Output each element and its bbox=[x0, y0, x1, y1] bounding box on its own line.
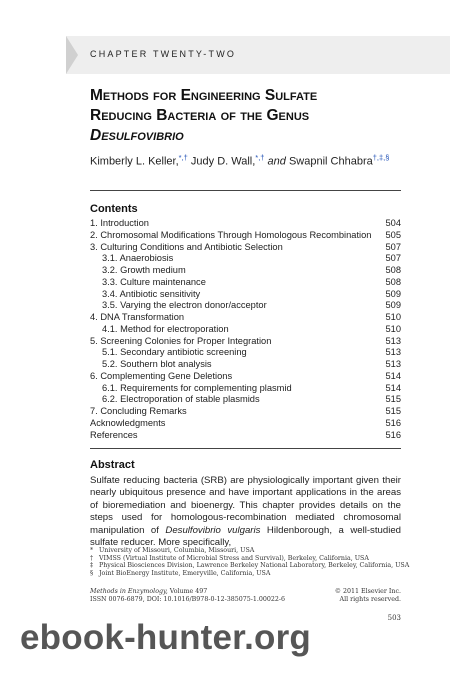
footnote-text: Joint BioEnergy Institute, Emeryville, California, USA bbox=[99, 569, 271, 577]
copyright-notice bbox=[320, 588, 401, 604]
issn-doi: ISSN 0076-6879, DOI: 10.1016/B978-0-12-385075-1.00022-6 bbox=[90, 595, 286, 603]
footnote-mark: ‡ bbox=[90, 562, 94, 570]
toc-entry[interactable] bbox=[90, 371, 401, 383]
toc-entry-title: 4.1. Method for electroporation bbox=[102, 323, 229, 334]
toc-entry-page: 508 bbox=[385, 276, 401, 287]
contents-heading: Contents bbox=[90, 203, 138, 215]
toc-entry-title: 3. Culturing Conditions and Antibiotic Selection bbox=[90, 241, 283, 252]
toc-entry-title: 3.1. Anaerobiosis bbox=[102, 253, 174, 264]
toc-entry-page: 514 bbox=[385, 382, 401, 393]
toc-entry-title: 6.2. Electroporation of stable plasmids bbox=[102, 394, 260, 405]
toc-entry[interactable] bbox=[90, 277, 401, 289]
toc-entry-title: 5.2. Southern blot analysis bbox=[102, 359, 212, 369]
toc-entry-page: 509 bbox=[385, 300, 401, 311]
toc-entry-title: 3.2. Growth medium bbox=[102, 265, 186, 275]
toc-entry[interactable] bbox=[90, 347, 401, 359]
toc-entry-title: References bbox=[90, 429, 138, 440]
toc-entry-page: 507 bbox=[385, 241, 401, 252]
footnote-text: VIMSS (Virtual Institute of Microbial Stress and Survival), Berkeley, California, USA bbox=[99, 554, 369, 562]
author-name: Swapnil Chhabra bbox=[288, 155, 373, 168]
toc-entry-page: 510 bbox=[385, 323, 401, 334]
toc-entry-page: 514 bbox=[385, 370, 401, 381]
toc-entry-page: 516 bbox=[385, 429, 401, 440]
toc-entry-title: 5.1. Secondary antibiotic screening bbox=[102, 347, 247, 358]
footnote-mark: † bbox=[90, 554, 94, 562]
footnote-text: University of Missouri, Columbia, Missouri, USA bbox=[99, 547, 255, 554]
watermark-logo: ebook-hunter.org bbox=[20, 618, 311, 657]
title-line-2: Reducing Bacteria of the Genus bbox=[90, 107, 310, 124]
footnote bbox=[90, 555, 410, 563]
footnote bbox=[90, 570, 410, 578]
toc-entry-title: 7. Concluding Remarks bbox=[90, 406, 187, 416]
chapter-title bbox=[90, 86, 420, 146]
toc-entry-page: 516 bbox=[385, 417, 401, 428]
affiliation-marks: *,† bbox=[178, 153, 188, 162]
toc-entry-page: 515 bbox=[385, 406, 401, 416]
toc-entry-title: 6. Complementing Gene Deletions bbox=[90, 370, 233, 381]
toc-entry-page: 509 bbox=[385, 288, 401, 299]
title-line-3: Desulfovibrio bbox=[90, 127, 184, 144]
divider-bottom bbox=[90, 448, 401, 449]
toc-entry-page: 504 bbox=[385, 218, 401, 228]
toc-entry[interactable] bbox=[90, 336, 401, 348]
author-name: Judy D. Wall, bbox=[190, 155, 256, 168]
toc-entry[interactable] bbox=[90, 406, 401, 418]
rights: All rights reserved. bbox=[339, 595, 401, 603]
footnote bbox=[90, 547, 410, 555]
toc-entry[interactable] bbox=[90, 218, 401, 230]
toc-entry-title: 3.4. Antibiotic sensitivity bbox=[102, 288, 201, 299]
footnote bbox=[90, 562, 410, 570]
abstract-text bbox=[90, 475, 401, 549]
toc-entry[interactable] bbox=[90, 394, 401, 406]
toc-entry-title: Acknowledgments bbox=[90, 417, 166, 428]
toc-entry[interactable] bbox=[90, 300, 401, 312]
footnote-text: Physical Biosciences Division, Lawrence Berkeley National Laboratory, Berkeley, California, USA bbox=[99, 562, 410, 570]
toc-entry[interactable] bbox=[90, 230, 401, 242]
abstract-heading: Abstract bbox=[90, 459, 135, 471]
toc-entry-page: 507 bbox=[385, 253, 401, 264]
toc-entry[interactable] bbox=[90, 418, 401, 430]
copyright: © 2011 Elsevier Inc. bbox=[334, 588, 401, 595]
toc-entry-page: 513 bbox=[385, 335, 401, 346]
toc-entry[interactable] bbox=[90, 324, 401, 336]
toc-entry[interactable] bbox=[90, 265, 401, 277]
affiliation-marks: †,‡,§ bbox=[372, 153, 390, 162]
journal-citation bbox=[90, 588, 285, 604]
footnote-mark: § bbox=[90, 569, 94, 577]
footnote-mark: * bbox=[90, 547, 94, 554]
author-list bbox=[90, 153, 430, 168]
toc-entry-page: 510 bbox=[385, 312, 401, 322]
abstract-part-1: Sulfate reducing bacteria (SRB) are physiologically important given their nearly ubiquitous presence and have important applications in the areas of bioremediation and bioenergy. This chapter provides details on the steps used for homologous-recombination mediated chromosomal manipulation of bbox=[90, 475, 401, 536]
toc-entry[interactable] bbox=[90, 289, 401, 301]
toc-entry-page: 513 bbox=[385, 347, 401, 358]
page-number: 503 bbox=[387, 614, 401, 622]
toc-entry[interactable] bbox=[90, 430, 401, 442]
toc-entry[interactable] bbox=[90, 359, 401, 371]
abstract-part-2: Hildenborough, a well-studied sulfate reducer. More specifically, bbox=[90, 524, 401, 549]
chapter-tab-marker bbox=[66, 36, 78, 74]
divider-top bbox=[90, 190, 401, 191]
toc-entry-page: 513 bbox=[385, 359, 401, 369]
toc-entry[interactable] bbox=[90, 242, 401, 254]
toc-entry-title: 3.5. Varying the electron donor/acceptor bbox=[102, 300, 267, 311]
toc-entry[interactable] bbox=[90, 312, 401, 324]
affiliation-marks: *,† bbox=[255, 153, 265, 162]
affiliation-footnotes bbox=[90, 547, 410, 577]
toc-entry-title: 2. Chromosomal Modifications Through Homologous Recombination bbox=[90, 229, 372, 240]
title-line-1: Methods for Engineering Sulfate bbox=[90, 87, 318, 104]
toc-entry-title: 3.3. Culture maintenance bbox=[102, 276, 206, 287]
journal-volume: Volume 497 bbox=[169, 588, 208, 595]
toc-entry[interactable] bbox=[90, 383, 401, 395]
journal-name: Methods in Enzymology, bbox=[90, 588, 168, 595]
table-of-contents bbox=[90, 218, 401, 441]
author-conjunction: and bbox=[267, 155, 286, 168]
author-name: Kimberly L. Keller, bbox=[90, 155, 179, 168]
toc-entry-page: 505 bbox=[385, 229, 401, 240]
toc-entry[interactable] bbox=[90, 253, 401, 265]
toc-entry-title: 1. Introduction bbox=[90, 218, 149, 228]
toc-entry-page: 508 bbox=[385, 265, 401, 275]
toc-entry-title: 6.1. Requirements for complementing plasmid bbox=[102, 382, 292, 393]
toc-entry-title: 5. Screening Colonies for Proper Integration bbox=[90, 335, 272, 346]
toc-entry-page: 515 bbox=[385, 394, 401, 405]
species-name: Desulfovibrio vulgaris bbox=[165, 524, 261, 536]
toc-entry-title: 4. DNA Transformation bbox=[90, 312, 185, 322]
chapter-label: CHAPTER TWENTY-TWO bbox=[90, 49, 237, 59]
